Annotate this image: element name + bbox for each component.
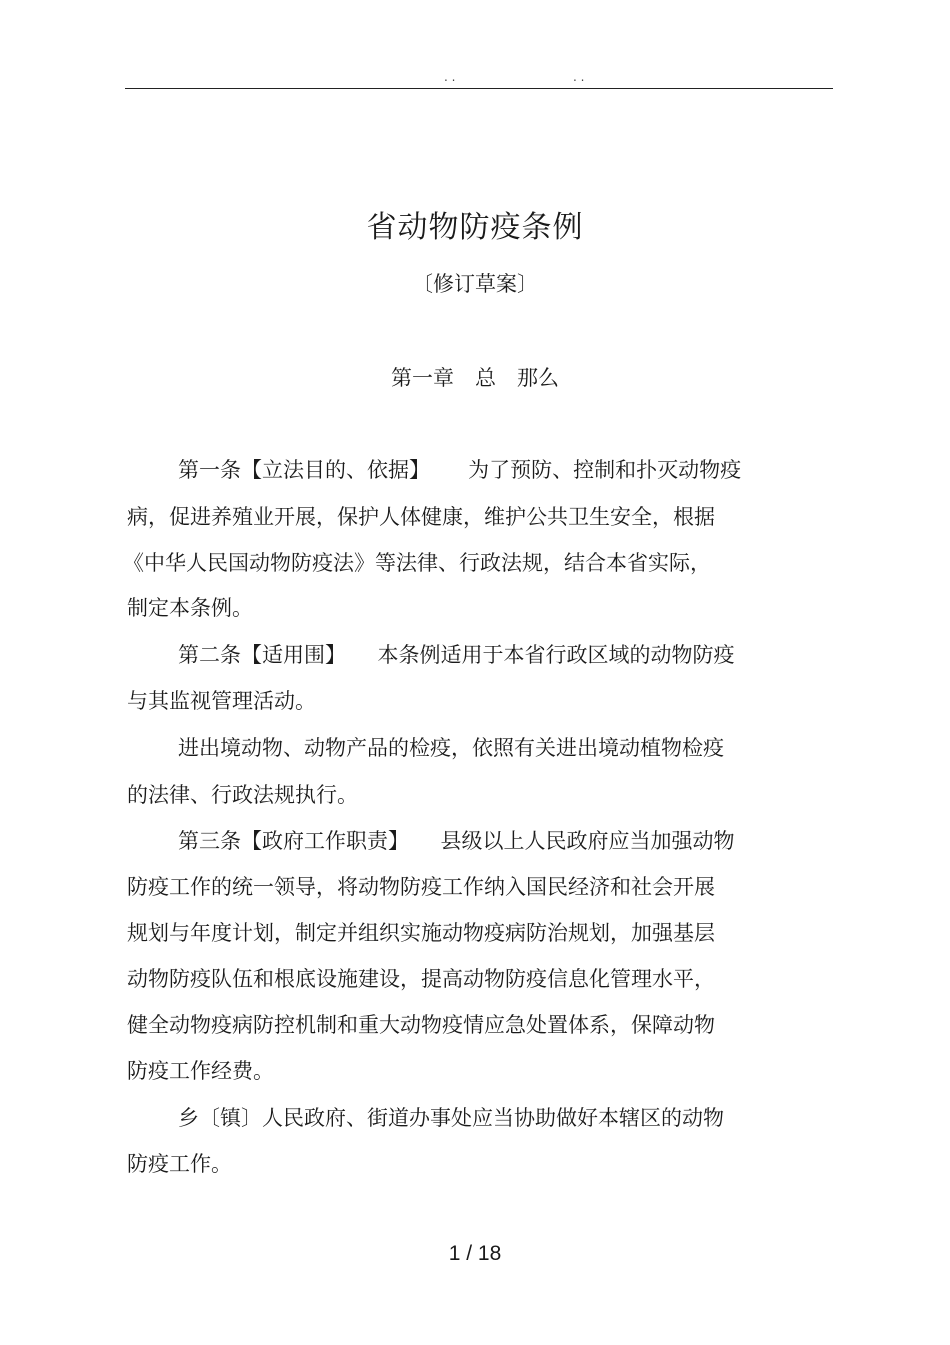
body-line: 第三条【政府工作职责】 县级以上人民政府应当加强动物 bbox=[178, 829, 735, 853]
body-line: 第一条【立法目的、依据】 为了预防、控制和扑灭动物疫 bbox=[178, 458, 742, 482]
body-line: 乡〔镇〕人民政府、街道办事处应当协助做好本辖区的动物 bbox=[178, 1106, 724, 1130]
header-dots bbox=[0, 70, 950, 86]
body-line: 防疫工作经费。 bbox=[127, 1059, 274, 1083]
body-line: 进出境动物、动物产品的检疫，依照有关进出境动植物检疫 bbox=[178, 736, 724, 760]
body-line: 与其监视管理活动。 bbox=[127, 689, 316, 713]
chapter-heading: 第一章 总 那么 bbox=[391, 366, 559, 390]
document-title: 省动物防疫条例 bbox=[366, 210, 584, 245]
body-line: 动物防疫队伍和根底设施建设，提高动物防疫信息化管理水平， bbox=[127, 967, 715, 991]
body-line: 防疫工作的统一领导，将动物防疫工作纳入国民经济和社会开展 bbox=[127, 875, 715, 899]
body-line: 第二条【适用围】 本条例适用于本省行政区域的动物防疫 bbox=[178, 643, 735, 667]
body-line: 《中华人民国动物防疫法》等法律、行政法规，结合本省实际， bbox=[123, 551, 711, 575]
body-line: 规划与年度计划，制定并组织实施动物疫病防治规划，加强基层 bbox=[127, 921, 715, 945]
header-dots-right: . . bbox=[573, 70, 585, 84]
body-line: 制定本条例。 bbox=[127, 596, 253, 620]
body-line: 健全动物疫病防控机制和重大动物疫情应急处置体系，保障动物 bbox=[127, 1013, 715, 1037]
header-dots-left: . . bbox=[444, 70, 456, 84]
header-rule bbox=[125, 88, 833, 89]
page-number: 1 / 18 bbox=[448, 1242, 502, 1265]
body-line: 防疫工作。 bbox=[127, 1152, 232, 1176]
body-line: 的法律、行政法规执行。 bbox=[127, 783, 358, 807]
document-subtitle: 〔修订草案〕 bbox=[412, 272, 538, 296]
body-line: 病，促进养殖业开展，保护人体健康，维护公共卫生安全，根据 bbox=[127, 505, 715, 529]
